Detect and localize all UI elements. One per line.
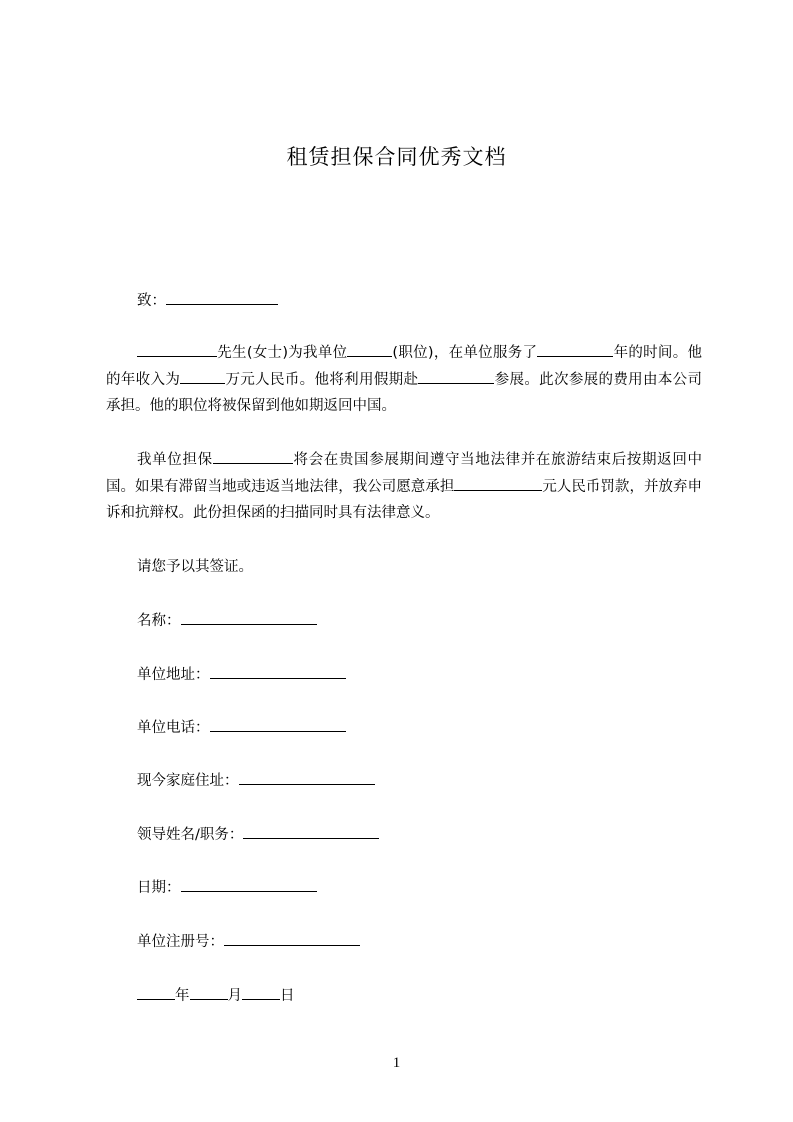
day-label: 日 bbox=[280, 988, 295, 1004]
p2-text-2: 将会在贵国参展期间遵守当地法律并在旅游结束后按期返回中国。如果有滞留当地或违返当地法律，我公司愿意承担 bbox=[106, 452, 702, 495]
address-label: 单位地址： bbox=[137, 667, 210, 683]
paragraph-employment bbox=[106, 340, 702, 420]
position-blank[interactable] bbox=[347, 343, 392, 357]
year-blank[interactable] bbox=[137, 986, 175, 1000]
years-blank[interactable] bbox=[537, 343, 613, 357]
leader-field bbox=[137, 825, 700, 845]
guaranteed-person-blank[interactable] bbox=[213, 450, 293, 464]
home-address-label: 现今家庭住址： bbox=[137, 773, 239, 789]
visa-request: 请您予以其签证。 bbox=[137, 559, 253, 575]
name-label: 名称： bbox=[137, 613, 181, 629]
p1-text-1: 先生(女士)为我单位 bbox=[217, 345, 348, 361]
registration-label: 单位注册号： bbox=[137, 934, 224, 950]
phone-blank[interactable] bbox=[210, 718, 346, 732]
fine-amount-blank[interactable] bbox=[454, 477, 542, 491]
p1-text-4: 万元人民币。他将利用假期赴 bbox=[225, 371, 419, 388]
p1-text-2: (职位)，在单位服务了 bbox=[392, 345, 538, 361]
phone-label: 单位电话： bbox=[137, 720, 210, 736]
registration-blank[interactable] bbox=[224, 932, 360, 946]
leader-blank[interactable] bbox=[243, 825, 379, 839]
leader-label: 领导姓名/职务： bbox=[137, 827, 244, 843]
employee-name-blank[interactable] bbox=[137, 343, 217, 357]
address-blank[interactable] bbox=[210, 665, 346, 679]
phone-field bbox=[137, 718, 700, 738]
day-blank[interactable] bbox=[242, 986, 280, 1000]
registration-field bbox=[137, 932, 700, 952]
signature-date-line bbox=[137, 986, 700, 1006]
date-field bbox=[137, 878, 700, 898]
addressee-line bbox=[137, 291, 700, 311]
home-address-field bbox=[137, 771, 700, 791]
p1-text-5: 参展。此次参展的费用由本公司承担。他的职位将被保留到他如期返回中国。 bbox=[106, 371, 703, 414]
name-field bbox=[137, 611, 700, 631]
page-number: 1 bbox=[392, 1055, 401, 1071]
addressee-label: 致： bbox=[137, 293, 166, 309]
year-label: 年 bbox=[175, 988, 190, 1004]
income-blank[interactable] bbox=[180, 370, 225, 384]
home-address-blank[interactable] bbox=[239, 771, 375, 785]
p2-text-3: 元人民币罚款，并放弃申诉和抗辩权。此份担保函的扫描同时具有法律意义。 bbox=[106, 478, 702, 521]
date-label: 日期： bbox=[137, 880, 181, 896]
month-blank[interactable] bbox=[190, 986, 228, 1000]
document-title: 租赁担保合同优秀文档 bbox=[286, 145, 507, 169]
date-blank[interactable] bbox=[181, 878, 317, 892]
p1-text-3: 年的时间。他的年收入为 bbox=[106, 345, 702, 388]
p2-text-1: 我单位担保 bbox=[137, 452, 213, 468]
address-field bbox=[137, 665, 700, 685]
addressee-blank[interactable] bbox=[166, 291, 278, 305]
destination-blank[interactable] bbox=[418, 370, 494, 384]
paragraph-guarantee bbox=[106, 447, 702, 527]
month-label: 月 bbox=[227, 988, 242, 1004]
name-blank[interactable] bbox=[181, 611, 317, 625]
